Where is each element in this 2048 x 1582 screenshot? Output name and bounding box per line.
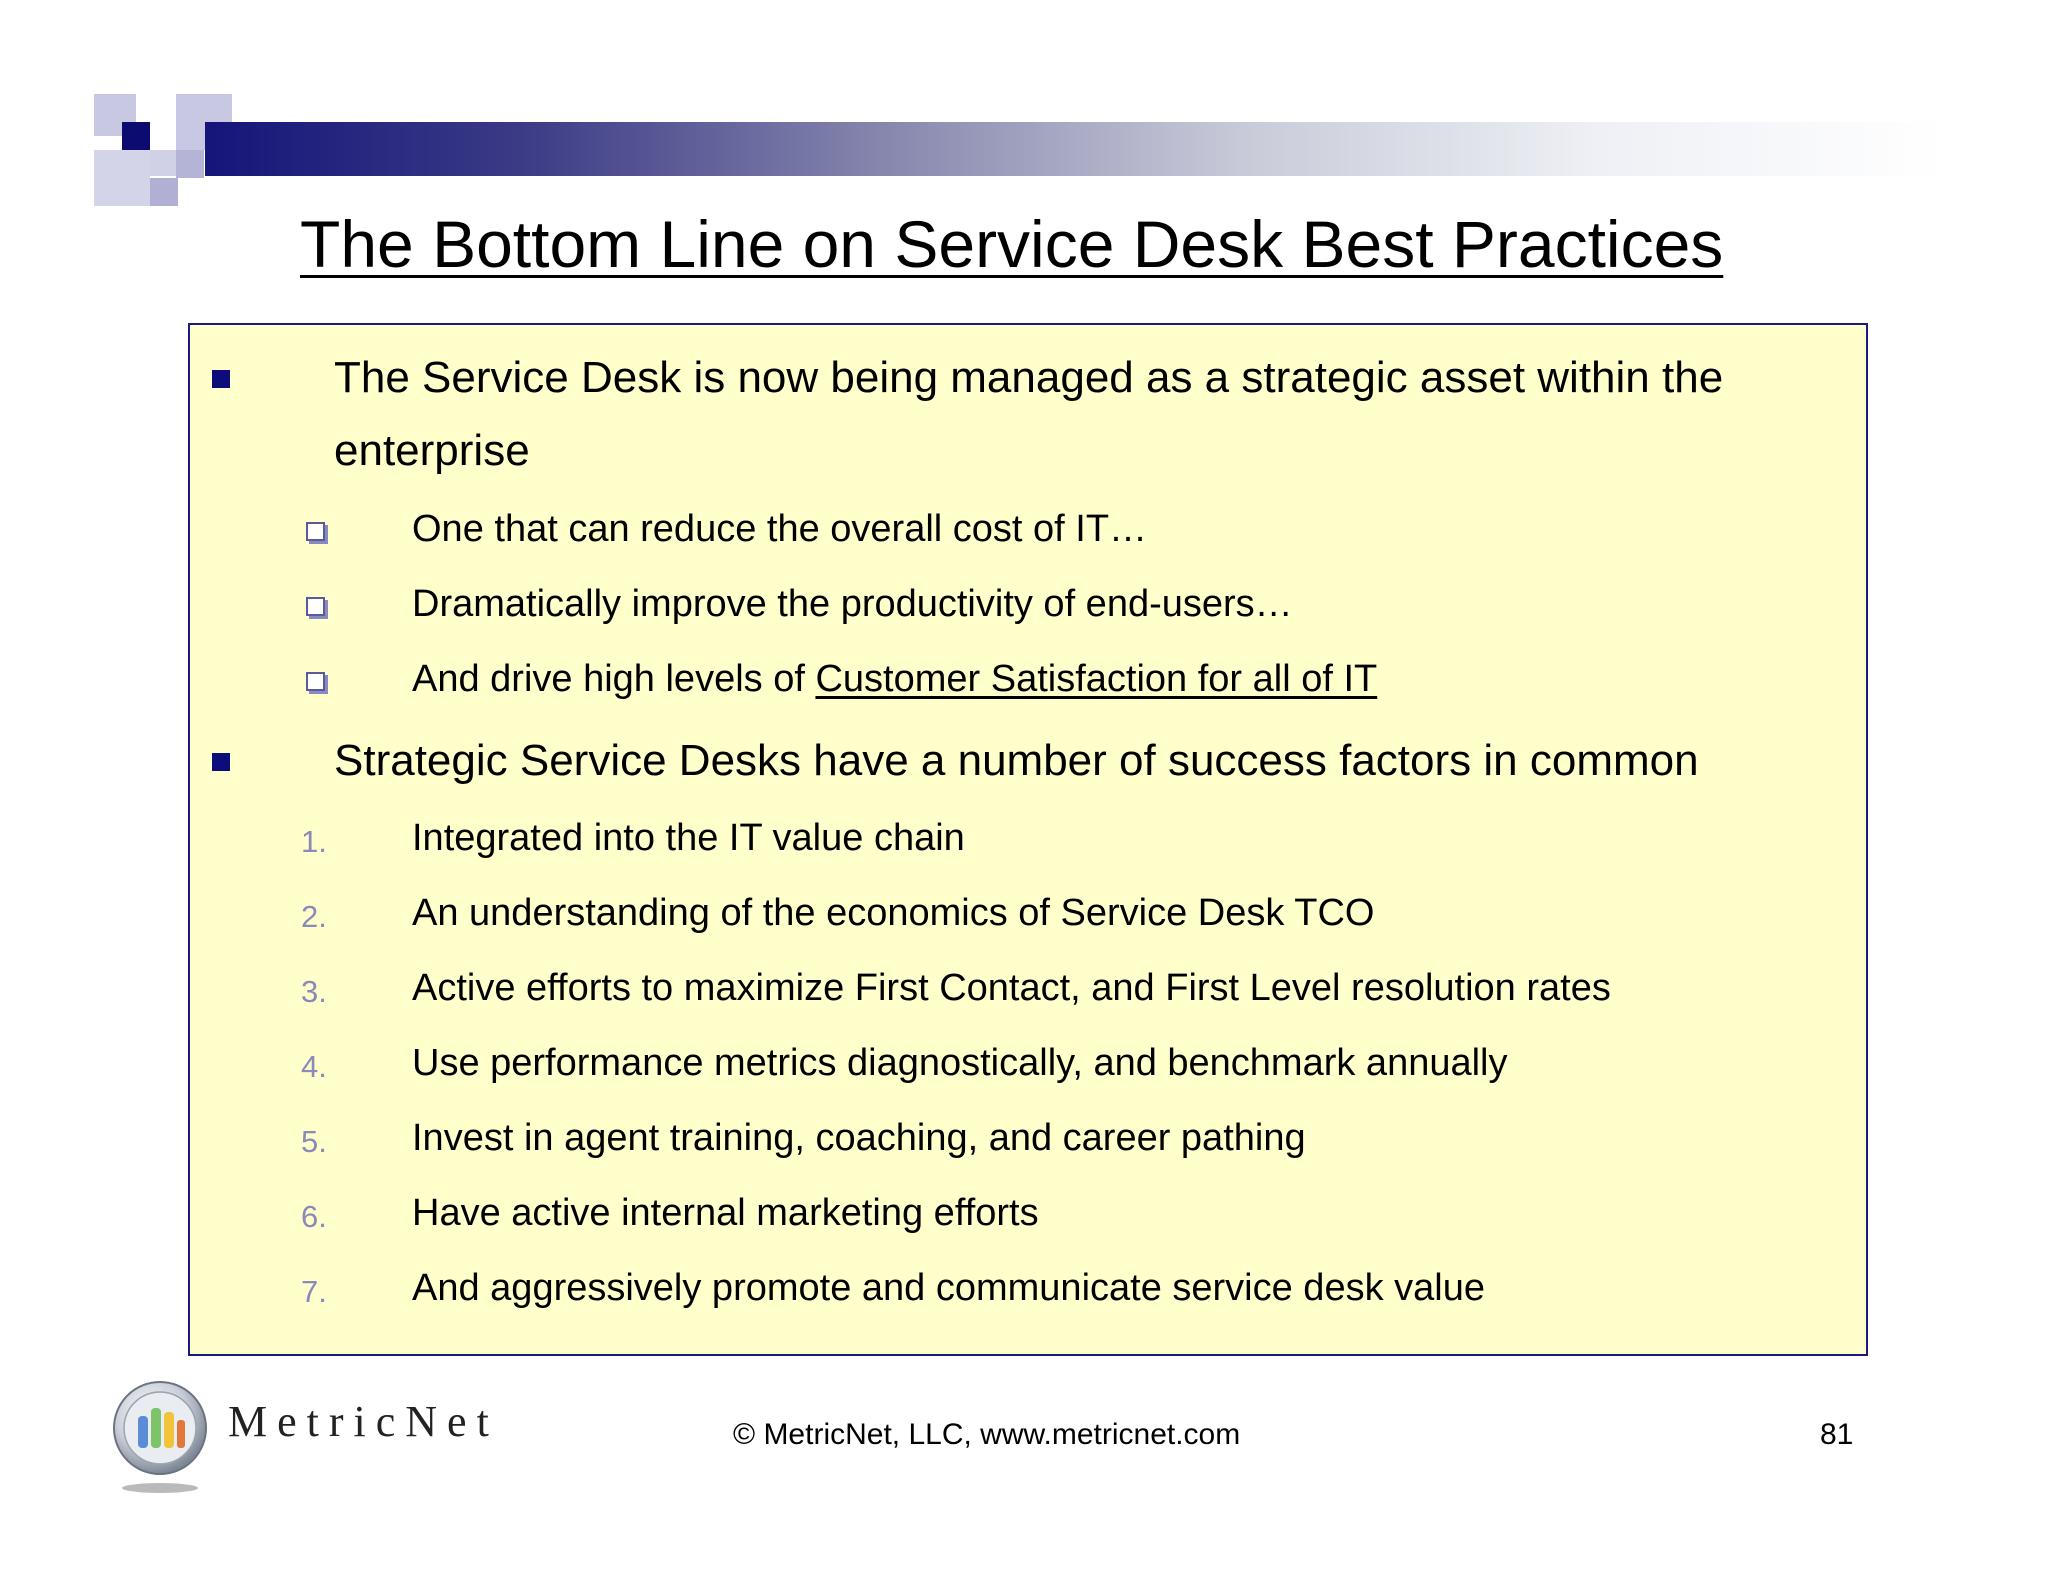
list-number: 6. bbox=[301, 1199, 327, 1234]
page-number: 81 bbox=[1820, 1418, 1854, 1451]
sub-bullet-text-plain: And drive high levels of bbox=[412, 658, 816, 700]
checkbox-bullet-icon bbox=[306, 522, 325, 541]
checkbox-bullet-icon bbox=[306, 597, 325, 616]
numbered-item-text: Active efforts to maximize First Contact, and First Level resolution rates bbox=[412, 967, 1611, 1009]
bullet-text-line: Strategic Service Desks have a number of success factors in common bbox=[334, 736, 1699, 785]
metricnet-logo-text: MetricNet bbox=[228, 1397, 499, 1446]
sub-bullet-text-underlined: Customer Satisfaction for all of IT bbox=[815, 658, 1378, 700]
numbered-item-text: Use performance metrics diagnostically, and benchmark annually bbox=[412, 1042, 1508, 1084]
square-bullet-icon bbox=[212, 753, 230, 771]
copyright-text: © MetricNet, LLC, www.metricnet.com bbox=[733, 1418, 1241, 1451]
metricnet-logo-icon bbox=[112, 1380, 208, 1496]
checkbox-bullet-icon bbox=[306, 672, 325, 691]
list-number: 1. bbox=[301, 824, 327, 859]
numbered-item-text: And aggressively promote and communicate service desk value bbox=[412, 1267, 1485, 1309]
numbered-item-text: Have active internal marketing efforts bbox=[412, 1192, 1039, 1234]
list-number: 2. bbox=[301, 899, 327, 934]
list-number: 5. bbox=[301, 1124, 327, 1159]
numbered-item-text: Invest in agent training, coaching, and career pathing bbox=[412, 1117, 1306, 1159]
bullet-text-line: enterprise bbox=[334, 426, 530, 475]
sub-bullet-text: One that can reduce the overall cost of IT… bbox=[412, 508, 1148, 550]
sub-bullet-text: Dramatically improve the productivity of end-users… bbox=[412, 583, 1293, 625]
numbered-item-text: Integrated into the IT value chain bbox=[412, 817, 965, 859]
bullet-text-line: The Service Desk is now being managed as a strategic asset within the bbox=[334, 353, 1724, 402]
slide-title: The Bottom Line on Service Desk Best Practices bbox=[300, 207, 1724, 281]
list-number: 7. bbox=[301, 1274, 327, 1309]
list-number: 4. bbox=[301, 1049, 327, 1084]
numbered-item-text: An understanding of the economics of Service Desk TCO bbox=[412, 892, 1375, 934]
list-number: 3. bbox=[301, 974, 327, 1009]
square-bullet-icon bbox=[212, 370, 230, 388]
sub-bullet-text bbox=[412, 658, 1377, 701]
